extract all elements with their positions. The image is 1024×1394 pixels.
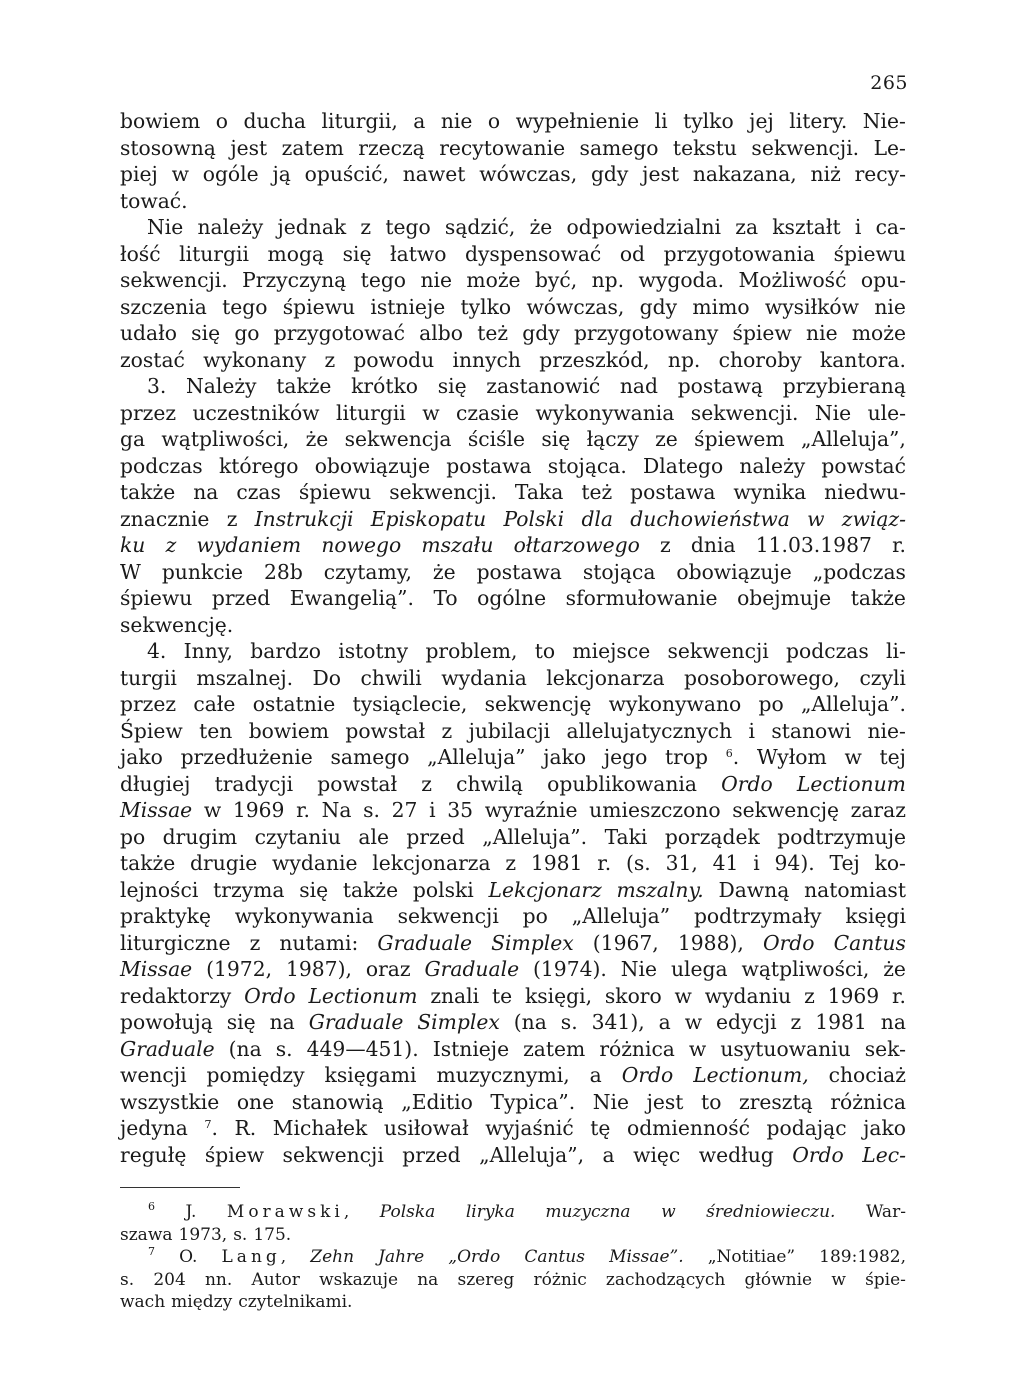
text-line: turgii mszalnej. Do chwili wydania lekcjonarza posoborowego, czyli — [120, 665, 906, 690]
footnotes — [120, 1201, 906, 1314]
text-line: ga wątpliwości, że sekwencja ściśle się łączy ze śpiewem „Alleluja”, — [120, 427, 906, 451]
text-line: po drugim czytaniu ale przed „Alleluja”. Taki porządek podtrzymuje — [120, 824, 906, 849]
text-line: Missae (1972, 1987), oraz Graduale (1974). Nie ulega wątpliwości, że — [120, 957, 906, 981]
footnote-divider — [120, 1187, 240, 1188]
text-line: przez całe ostatnie tysiąclecie, sekwencję wykonywano po „Alleluja”. — [120, 692, 906, 716]
text-line: bowiem o ducha liturgii, a nie o wypełnienie li tylko jej litery. Nie- — [120, 109, 906, 133]
text-line: szczenia tego śpiewu istnieje tylko wówczas, gdy mimo wysiłków nie — [120, 294, 906, 319]
text-line: Śpiew ten bowiem powstał z jubilacji allelujatycznych i stanowi nie- — [120, 718, 906, 743]
text-line: lejności trzyma się także polski Lekcjonarz mszalny. Dawną natomiast — [120, 877, 906, 902]
text-line: znacznie z Instrukcji Episkopatu Polski dla duchowieństwa w związ- — [120, 506, 906, 531]
footnote-line: wach między czytelnikami. — [120, 1292, 353, 1312]
text-line: zostać wykonany z powodu innych przeszkód, np. choroby kantora. — [120, 347, 906, 372]
footnote-line: $^6$ J. Morawski, Polska liryka muzyczna w średniowieczu. War- — [148, 1200, 906, 1222]
text-line: Nie należy jednak z tego sądzić, że odpowiedzialni za kształt i ca- — [147, 215, 906, 239]
text-line: piej w ogóle ją opuścić, nawet wówczas, gdy jest nakazana, niż recy- — [120, 162, 906, 186]
text-line: podczas którego obowiązuje postawa stojąca. Dlatego należy powstać — [120, 453, 906, 478]
text-line: ku z wydaniem nowego mszału ołtarzowego z dnia 11.03.1987 r. — [120, 533, 906, 557]
text-line: śpiewu przed Ewangelią”. To ogólne sformułowanie obejmuje także — [120, 586, 906, 610]
text-line: wszystkie one stanowią „Editio Typica”. Nie jest to zresztą różnica — [120, 1089, 906, 1114]
text-line: praktykę wykonywania sekwencji po „Alleluja” podtrzymały księgi — [120, 904, 906, 928]
text-line: Graduale (na s. 449—451). Istnieje zatem różnica w usytuowaniu sek- — [120, 1036, 906, 1061]
text-line: W punkcie 28b czytamy, że postawa stojąca obowiązuje „podczas — [120, 559, 906, 584]
text-line: Missae w 1969 r. Na s. 27 i 35 wyraźnie umieszczono sekwencję zaraz — [120, 798, 906, 822]
text-line: sekwencję. — [120, 612, 234, 637]
text-line: powołują się na Graduale Simplex (na s. 341), a w edycji z 1981 na — [120, 1010, 906, 1034]
text-line: 3. Należy także krótko się zastanowić nad postawą przybieraną — [147, 374, 906, 398]
text-line: łość liturgii mogą się łatwo dyspensować od przygotowania śpiewu — [120, 241, 906, 266]
footnote-line: $^7$ O. Lang, Zehn Jahre „Ordo Cantus Missae”. „Notitiae” 189:1982, — [148, 1245, 906, 1267]
text-line: liturgiczne z nutami: Graduale Simplex (1967, 1988), Ordo Cantus — [120, 930, 906, 955]
text-line: sekwencji. Przyczyną tego nie może być, np. wygoda. Możliwość opu- — [120, 268, 906, 292]
text-line: także na czas śpiewu sekwencji. Taka też postawa wynika niedwu- — [120, 480, 906, 504]
body-text — [120, 108, 906, 1168]
text-line: jedyna $^7$. R. Michałek usiłował wyjaśnić tę odmienność podając jako — [120, 1116, 906, 1140]
text-line: także drugie wydanie lekcjonarza z 1981 r. (s. 31, 41 i 94). Tej ko- — [120, 851, 906, 875]
text-line: tować. — [120, 188, 188, 213]
text-line: 4. Inny, bardzo istotny problem, to miejsce sekwencji podczas li- — [147, 639, 906, 663]
page-number: 265 — [870, 72, 908, 94]
text-line: wencji pomiędzy księgami muzycznymi, a Ordo Lectionum, chociaż — [120, 1063, 906, 1087]
footnote-line: s. 204 nn. Autor wskazuje na szereg różnic zachodzących głównie w śpie- — [120, 1269, 906, 1290]
text-line: udało się go przygotować albo też gdy przygotowany śpiew nie może — [120, 321, 906, 345]
text-line: regułę śpiew sekwencji przed „Alleluja”, a więc według Ordo Lec- — [120, 1142, 906, 1167]
text-line: stosowną jest zatem rzeczą recytowanie samego tekstu sekwencji. Le- — [120, 135, 906, 160]
text-line: jako przedłużenie samego „Alleluja” jako jego trop $^6$. Wyłom w tej — [120, 745, 906, 769]
footnote-line: szawa 1973, s. 175. — [120, 1224, 292, 1245]
text-line: przez uczestników liturgii w czasie wykonywania sekwencji. Nie ule- — [120, 400, 906, 425]
text-line: redaktorzy Ordo Lectionum znali te księgi, skoro w wydaniu z 1969 r. — [120, 983, 906, 1008]
text-line: długiej tradycji powstał z chwilą opublikowania Ordo Lectionum — [120, 771, 906, 796]
